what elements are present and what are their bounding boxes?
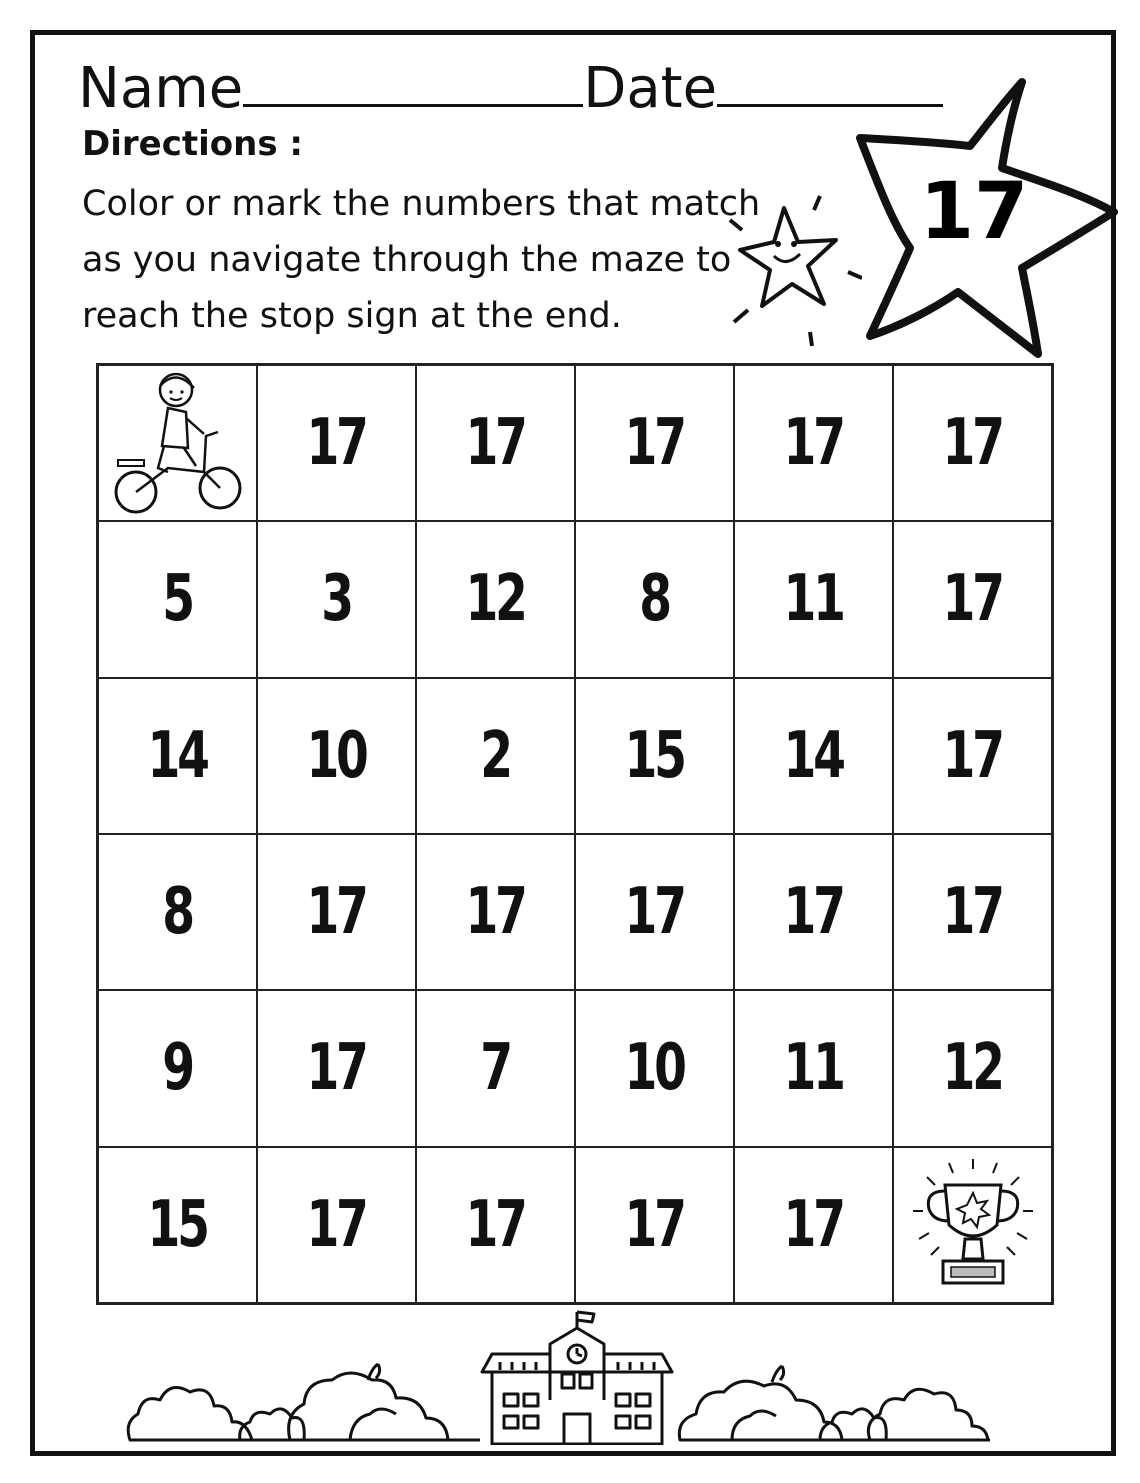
directions-line-3: reach the stop sign at the end. xyxy=(82,296,622,336)
maze-cell[interactable]: 10 xyxy=(257,678,416,834)
maze-cell[interactable]: 14 xyxy=(98,678,257,834)
name-blank[interactable] xyxy=(243,64,583,107)
child-on-bicycle-icon xyxy=(108,368,248,518)
maze-cell[interactable]: 17 xyxy=(416,365,575,521)
maze-cell[interactable]: 17 xyxy=(257,1147,416,1303)
name-label: Name xyxy=(78,56,244,121)
directions-line-1: Color or mark the numbers that match xyxy=(82,184,761,224)
maze-cell[interactable]: 17 xyxy=(734,365,893,521)
maze-cell[interactable]: 17 xyxy=(734,1147,893,1303)
maze-cell[interactable]: 17 xyxy=(575,1147,734,1303)
maze-cell[interactable]: 17 xyxy=(893,365,1052,521)
maze-cell[interactable]: 17 xyxy=(257,990,416,1146)
star-badge xyxy=(852,72,1120,362)
maze-cell-start[interactable] xyxy=(98,365,257,521)
maze-cell[interactable]: 8 xyxy=(575,521,734,677)
maze-cell[interactable]: 7 xyxy=(416,990,575,1146)
target-number: 17 xyxy=(919,167,1029,257)
name-date-line xyxy=(78,54,943,124)
date-label: Date xyxy=(583,56,718,121)
maze-cell[interactable]: 11 xyxy=(734,990,893,1146)
maze-cell[interactable]: 9 xyxy=(98,990,257,1146)
maze-cell[interactable]: 2 xyxy=(416,678,575,834)
maze-cell[interactable]: 17 xyxy=(257,365,416,521)
maze-cell[interactable]: 10 xyxy=(575,990,734,1146)
maze-cell[interactable]: 8 xyxy=(98,834,257,990)
maze-cell[interactable]: 17 xyxy=(416,1147,575,1303)
school-and-bushes-icon xyxy=(120,1310,1030,1445)
maze-cell[interactable]: 17 xyxy=(416,834,575,990)
directions-line-2: as you navigate through the maze to xyxy=(82,240,732,280)
maze-cell[interactable]: 14 xyxy=(734,678,893,834)
maze-cell[interactable]: 5 xyxy=(98,521,257,677)
maze-cell[interactable]: 17 xyxy=(734,834,893,990)
trophy-icon xyxy=(903,1155,1043,1295)
maze-cell[interactable]: 17 xyxy=(893,521,1052,677)
maze-cell[interactable]: 11 xyxy=(734,521,893,677)
maze-cell[interactable]: 3 xyxy=(257,521,416,677)
maze-cell-end[interactable] xyxy=(893,1147,1052,1303)
smiling-star-icon xyxy=(722,190,862,350)
directions-text xyxy=(82,176,762,344)
maze-cell[interactable]: 17 xyxy=(575,834,734,990)
maze-grid xyxy=(96,363,1054,1305)
maze-cell[interactable]: 12 xyxy=(416,521,575,677)
directions-title: Directions : xyxy=(82,124,303,164)
maze-cell[interactable]: 17 xyxy=(257,834,416,990)
maze-cell[interactable]: 12 xyxy=(893,990,1052,1146)
maze-cell[interactable]: 15 xyxy=(98,1147,257,1303)
maze-cell[interactable]: 17 xyxy=(893,678,1052,834)
maze-cell[interactable]: 17 xyxy=(893,834,1052,990)
maze-cell[interactable]: 15 xyxy=(575,678,734,834)
maze-cell[interactable]: 17 xyxy=(575,365,734,521)
